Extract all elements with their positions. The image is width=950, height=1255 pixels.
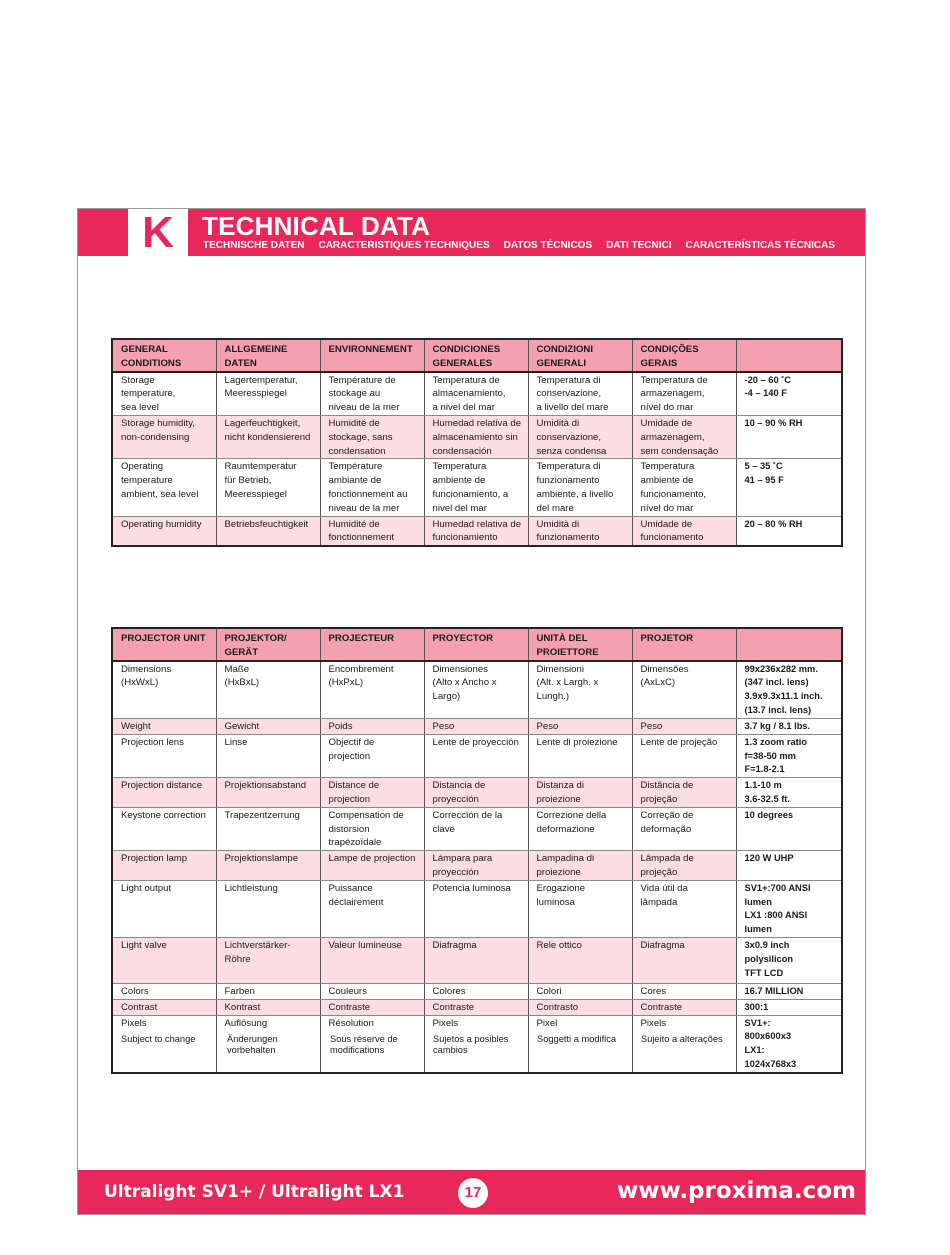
projector-row — [112, 880, 842, 937]
projector-cell: Lente de proyección — [424, 734, 528, 777]
general-header-cell: ALLGEMEINE DATEN — [216, 339, 320, 372]
general-value-cell: 20 – 80 % RH — [736, 516, 842, 546]
subtitle-it: DATI TECNICI — [606, 240, 672, 251]
projector-cell: Gewicht — [216, 719, 320, 735]
note-fr: Sous réserve de modifications — [330, 1034, 398, 1055]
general-header-cell: CONDICIONES GENERALES — [424, 339, 528, 372]
general-cell: Humidité de stockage, sans condensation — [320, 415, 424, 458]
projector-cell: Couleurs — [320, 984, 424, 1000]
projector-cell: Valeur lumineuse — [320, 938, 424, 984]
projector-cell: Contraste — [632, 999, 736, 1015]
projector-cell: Contraste — [320, 999, 424, 1015]
projector-cell: Light valve — [112, 938, 216, 984]
general-cell: Température de stockage au niveau de la mer — [320, 372, 424, 416]
projector-value-cell: 10 degrees — [736, 807, 842, 850]
general-cell: Umidità di conservazione, senza condensa — [528, 415, 632, 458]
general-header-cell — [736, 339, 842, 372]
projector-header-cell: PROJETOR — [632, 628, 736, 661]
general-table-body — [112, 339, 842, 546]
general-value-cell: 10 – 90 % RH — [736, 415, 842, 458]
projector-value-cell: SV1+: 800x600x3 LX1: 1024x768x3 — [736, 1015, 842, 1073]
projector-cell: Dimensiones (Alto x Ancho x Largo) — [424, 661, 528, 719]
general-cell: Temperatura de almacenamiento, a nivel del mar — [424, 372, 528, 416]
projector-cell: Projection lens — [112, 734, 216, 777]
note-es: Sujetos a posibles cambios — [433, 1034, 509, 1055]
projector-cell: Colori — [528, 984, 632, 1000]
projector-cell: Contrast — [112, 999, 216, 1015]
projector-header-row — [112, 628, 842, 661]
projector-cell: Projection lamp — [112, 851, 216, 881]
general-row — [112, 372, 842, 416]
projector-cell: Lichtverstärker- Röhre — [216, 938, 320, 984]
projector-cell: Pixel — [528, 1015, 632, 1073]
general-cell: Umidade de funcionamento — [632, 516, 736, 546]
projector-row — [112, 851, 842, 881]
projector-cell: Farben — [216, 984, 320, 1000]
projector-cell: Vida útil da lâmpada — [632, 880, 736, 937]
projector-row — [112, 661, 842, 719]
projector-row — [112, 778, 842, 808]
page-title: TECHNICAL DATA — [202, 211, 431, 241]
projector-value-cell: 1.1-10 m 3.6-32.5 ft. — [736, 778, 842, 808]
subtitle-de: TECHNISCHE DATEN — [203, 240, 305, 251]
projector-unit-table — [111, 627, 843, 1074]
projector-value-cell: 3x0.9 inch polysilicon TFT LCD — [736, 938, 842, 984]
note-en: Subject to change — [121, 1034, 196, 1044]
projector-cell: Projektionslampe — [216, 851, 320, 881]
projector-cell: Diafragma — [424, 938, 528, 984]
general-value-cell: 5 – 35 ˚C 41 – 95 F — [736, 459, 842, 516]
projector-header-cell: PROJECTEUR — [320, 628, 424, 661]
general-header-cell: GENERAL CONDITIONS — [112, 339, 216, 372]
general-cell: Umidade de armazenagem, sem condensação — [632, 415, 736, 458]
subtitle-es: DATOS TÉCNICOS — [503, 240, 593, 251]
general-cell: Temperatura di conservazione, a livello del mare — [528, 372, 632, 416]
note-pt: Sujeito a alterações — [641, 1034, 723, 1044]
general-header-cell: ENVIRONNEMENT — [320, 339, 424, 372]
subtitle-list — [203, 240, 849, 251]
projector-header-cell: PROJEKTOR/ GERÄT — [216, 628, 320, 661]
projector-cell: Peso — [632, 719, 736, 735]
projector-cell: Projection distance — [112, 778, 216, 808]
projector-cell: Lâmpada de projeção — [632, 851, 736, 881]
projector-value-cell: 3.7 kg / 8.1 lbs. — [736, 719, 842, 735]
projector-cell: Lente de projeção — [632, 734, 736, 777]
general-header-cell: CONDIZIONI GENERALI — [528, 339, 632, 372]
note-it: Soggetti a modifica — [537, 1034, 617, 1044]
general-cell: Umidità di funzionamento — [528, 516, 632, 546]
projector-row — [112, 807, 842, 850]
projector-table-body — [112, 628, 842, 1073]
projector-cell: Objectif de projection — [320, 734, 424, 777]
general-cell: Storage temperature, sea level — [112, 372, 216, 416]
projector-cell: Colores — [424, 984, 528, 1000]
projector-cell: Lampe de projection — [320, 851, 424, 881]
projector-cell: Compensation de distorsion trapézoïdale — [320, 807, 424, 850]
general-cell: Température ambiante de fonctionnement au niveau de la mer — [320, 459, 424, 516]
general-cell: Temperatura de armazenagem, nível do mar — [632, 372, 736, 416]
projector-cell: Lámpara para proyección — [424, 851, 528, 881]
projector-cell: Kontrast — [216, 999, 320, 1015]
projector-value-cell: 16.7 MILLION — [736, 984, 842, 1000]
projector-cell: Distancia de proyección — [424, 778, 528, 808]
projector-header-cell: PROYECTOR — [424, 628, 528, 661]
projector-cell: Pixels — [112, 1015, 216, 1073]
projector-cell: Auflösung — [216, 1015, 320, 1073]
page-number: 17 — [458, 1178, 488, 1208]
general-cell: Operating humidity — [112, 516, 216, 546]
projector-cell: Dimensões (AxLxC) — [632, 661, 736, 719]
subtitle-pt: CARACTERÍSTICAS TÉCNICAS — [685, 240, 835, 251]
projector-cell: Diafragma — [632, 938, 736, 984]
projector-cell: Lichtleistung — [216, 880, 320, 937]
projector-cell: Lampadina di proiezione — [528, 851, 632, 881]
general-header-row — [112, 339, 842, 372]
general-row — [112, 516, 842, 546]
projector-cell: Projektionsabstand — [216, 778, 320, 808]
projector-value-cell: 1.3 zoom ratio f=38-50 mm F=1.8-2.1 — [736, 734, 842, 777]
general-cell: Betriebsfeuchtigkeit — [216, 516, 320, 546]
projector-cell: Puissance déclairement — [320, 880, 424, 937]
projector-value-cell: 120 W UHP — [736, 851, 842, 881]
projector-cell: Dimensioni (Alt. x Largh. x Lungh.) — [528, 661, 632, 719]
general-conditions-table — [111, 338, 843, 547]
projector-row — [112, 938, 842, 984]
subtitle-fr: CARACTERISTIQUES TECHNIQUES — [318, 240, 490, 251]
general-cell: Storage humidity, non-condensing — [112, 415, 216, 458]
product-name: Ultralight SV1+ / Ultralight LX1 — [104, 1182, 405, 1202]
section-letter: K — [128, 209, 188, 256]
general-cell: Humidité de fonctionnement — [320, 516, 424, 546]
projector-cell: Distanza di proiezione — [528, 778, 632, 808]
projector-cell: Pixels — [632, 1015, 736, 1073]
projector-cell: Potencia luminosa — [424, 880, 528, 937]
general-cell: Lagertemperatur, Meeresspiegel — [216, 372, 320, 416]
projector-row — [112, 984, 842, 1000]
projector-cell: Pixels — [424, 1015, 528, 1073]
projector-cell: Encombrement (HxPxL) — [320, 661, 424, 719]
projector-cell: Dimensions (HxWxL) — [112, 661, 216, 719]
note-de: Änderungen vorbehalten — [227, 1034, 278, 1055]
projector-cell: Distance de projection — [320, 778, 424, 808]
general-row — [112, 459, 842, 516]
projector-cell: Colors — [112, 984, 216, 1000]
projector-header-cell: UNITÀ DEL PROIETTORE — [528, 628, 632, 661]
projector-cell: Trapezentzerrung — [216, 807, 320, 850]
general-cell: Temperatura di funzionamento ambiente, a livello del mare — [528, 459, 632, 516]
projector-cell: Contrasto — [528, 999, 632, 1015]
projector-cell: Distância de projeção — [632, 778, 736, 808]
projector-value-cell: 300:1 — [736, 999, 842, 1015]
general-cell: Temperatura ambiente de funcionamento, nível do mar — [632, 459, 736, 516]
general-cell: Humedad relativa de funcionamiento — [424, 516, 528, 546]
projector-cell: Lente di proiezione — [528, 734, 632, 777]
website-url: www.proxima.com — [617, 1178, 856, 1204]
projector-cell: Weight — [112, 719, 216, 735]
general-header-cell: CONDIÇÕES GERAIS — [632, 339, 736, 372]
general-row — [112, 415, 842, 458]
projector-cell: Contraste — [424, 999, 528, 1015]
projector-header-cell — [736, 628, 842, 661]
general-cell: Temperatura ambiente de funcionamiento, a nivel del mar — [424, 459, 528, 516]
projector-cell: Correzione della deformazione — [528, 807, 632, 850]
projector-cell: Keystone correction — [112, 807, 216, 850]
projector-cell: Rele ottico — [528, 938, 632, 984]
projector-row — [112, 719, 842, 735]
projector-cell: Light output — [112, 880, 216, 937]
projector-cell: Peso — [528, 719, 632, 735]
projector-value-cell: 99x236x282 mm. (347 incl. lens) 3.9x9.3x11.1 inch. (13.7 incl. lens) — [736, 661, 842, 719]
general-cell: Humedad relativa de almacenamiento sin condensación — [424, 415, 528, 458]
projector-cell: Maße (HxBxL) — [216, 661, 320, 719]
projector-cell: Cores — [632, 984, 736, 1000]
projector-value-cell: SV1+:700 ANSI lumen LX1 :800 ANSI lumen — [736, 880, 842, 937]
general-cell: Raumtemperatur für Betrieb, Meeresspiegel — [216, 459, 320, 516]
projector-cell: Correção de deformação — [632, 807, 736, 850]
projector-cell: Résolution — [320, 1015, 424, 1073]
projector-header-cell: PROJECTOR UNIT — [112, 628, 216, 661]
projector-row — [112, 999, 842, 1015]
projector-cell: Poids — [320, 719, 424, 735]
projector-row — [112, 734, 842, 777]
projector-cell: Erogazione luminosa — [528, 880, 632, 937]
general-cell: Operating temperature ambient, sea level — [112, 459, 216, 516]
general-value-cell: -20 – 60 ˚C -4 – 140 F — [736, 372, 842, 416]
general-cell: Lagerfeuchtigkeit, nicht kondensierend — [216, 415, 320, 458]
projector-cell: Linse — [216, 734, 320, 777]
projector-cell: Peso — [424, 719, 528, 735]
projector-cell: Corrección de la clave — [424, 807, 528, 850]
